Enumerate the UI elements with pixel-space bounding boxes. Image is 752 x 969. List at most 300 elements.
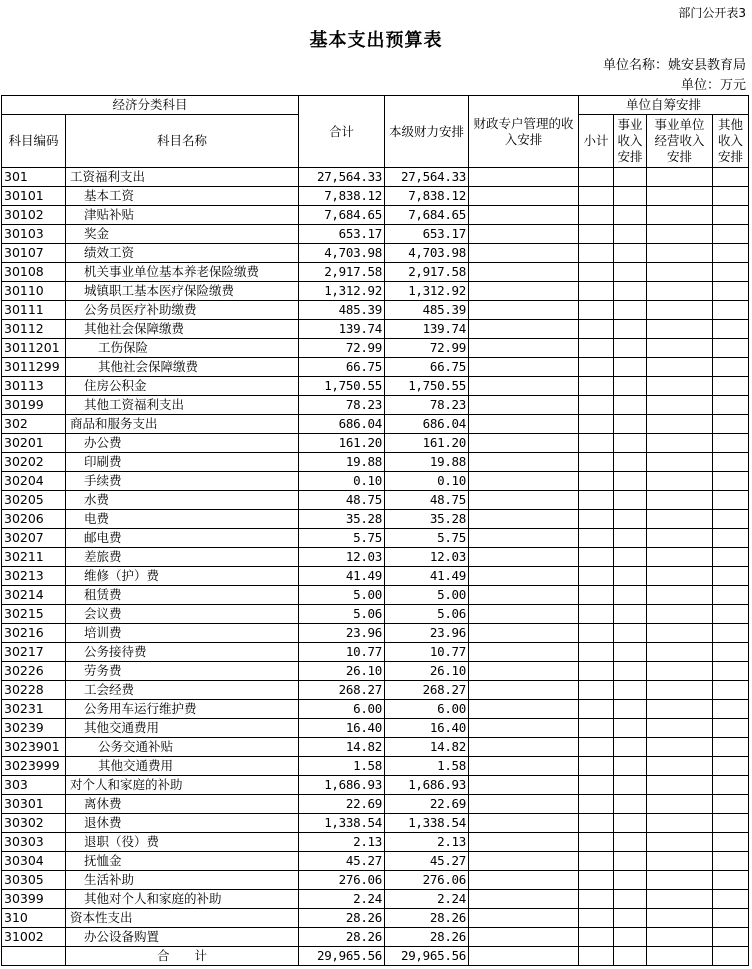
row-business-income [647, 434, 713, 453]
row-other-income [713, 795, 749, 814]
row-code: 301 [2, 168, 66, 187]
row-special [469, 795, 579, 814]
row-business-income [647, 225, 713, 244]
row-special [469, 928, 579, 947]
row-cause-income [614, 795, 647, 814]
row-total: 5.00 [299, 586, 385, 605]
row-subtotal [579, 301, 614, 320]
row-other-income [713, 187, 749, 206]
row-fiscal: 1,750.55 [385, 377, 469, 396]
row-subtotal [579, 263, 614, 282]
row-total: 268.27 [299, 681, 385, 700]
row-code: 30399 [2, 890, 66, 909]
row-other-income [713, 472, 749, 491]
row-name: 住房公积金 [66, 377, 299, 396]
row-total: 1,750.55 [299, 377, 385, 396]
table-row [2, 719, 749, 738]
row-fiscal: 7,684.65 [385, 206, 469, 225]
row-fiscal: 5.75 [385, 529, 469, 548]
row-special [469, 757, 579, 776]
row-code: 30103 [2, 225, 66, 244]
row-cause-income [614, 358, 647, 377]
row-name: 绩效工资 [66, 244, 299, 263]
row-subtotal [579, 472, 614, 491]
row-cause-income [614, 814, 647, 833]
row-business-income [647, 681, 713, 700]
row-cause-income [614, 168, 647, 187]
row-code: 3011201 [2, 339, 66, 358]
row-subtotal [579, 738, 614, 757]
row-other-income [713, 909, 749, 928]
row-cause-income [614, 605, 647, 624]
row-special [469, 453, 579, 472]
row-cause-income [614, 282, 647, 301]
row-cause-income [614, 681, 647, 700]
row-cause-income [614, 700, 647, 719]
row-business-income [647, 187, 713, 206]
table-row [2, 624, 749, 643]
row-subtotal [579, 320, 614, 339]
row-total: 23.96 [299, 624, 385, 643]
row-business-income [647, 358, 713, 377]
row-business-income [647, 567, 713, 586]
other-income-header: 其他收入安排 [713, 115, 749, 168]
row-code: 30213 [2, 567, 66, 586]
row-other-income [713, 225, 749, 244]
row-total: 1,312.92 [299, 282, 385, 301]
row-name: 其他社会保障缴费 [66, 358, 299, 377]
total-empty [579, 947, 614, 966]
row-business-income [647, 339, 713, 358]
row-fiscal: 161.20 [385, 434, 469, 453]
row-special [469, 301, 579, 320]
row-other-income [713, 358, 749, 377]
row-business-income [647, 719, 713, 738]
row-fiscal: 2,917.58 [385, 263, 469, 282]
row-cause-income [614, 548, 647, 567]
row-fiscal: 27,564.33 [385, 168, 469, 187]
row-special [469, 244, 579, 263]
row-cause-income [614, 871, 647, 890]
row-subtotal [579, 757, 614, 776]
row-other-income [713, 320, 749, 339]
row-cause-income [614, 510, 647, 529]
table-row [2, 282, 749, 301]
row-cause-income [614, 776, 647, 795]
table-row [2, 415, 749, 434]
special-account-header: 财政专户管理的收入安排 [469, 96, 579, 168]
table-row [2, 320, 749, 339]
row-total: 161.20 [299, 434, 385, 453]
row-business-income [647, 244, 713, 263]
row-code: 30301 [2, 795, 66, 814]
row-total: 0.10 [299, 472, 385, 491]
row-fiscal: 4,703.98 [385, 244, 469, 263]
row-code: 30110 [2, 282, 66, 301]
row-other-income [713, 833, 749, 852]
row-name: 公务接待费 [66, 643, 299, 662]
row-name: 对个人和家庭的补助 [66, 776, 299, 795]
row-subtotal [579, 339, 614, 358]
row-name: 差旅费 [66, 548, 299, 567]
row-special [469, 643, 579, 662]
table-row [2, 377, 749, 396]
row-fiscal: 1,338.54 [385, 814, 469, 833]
row-other-income [713, 662, 749, 681]
row-code: 30112 [2, 320, 66, 339]
row-total: 48.75 [299, 491, 385, 510]
table-row [2, 662, 749, 681]
row-total: 5.75 [299, 529, 385, 548]
row-other-income [713, 605, 749, 624]
row-total: 35.28 [299, 510, 385, 529]
row-total: 1.58 [299, 757, 385, 776]
table-row [2, 586, 749, 605]
row-other-income [713, 206, 749, 225]
row-total: 2.13 [299, 833, 385, 852]
row-name: 维修（护）费 [66, 567, 299, 586]
row-business-income [647, 700, 713, 719]
row-code: 30217 [2, 643, 66, 662]
row-name: 其他社会保障缴费 [66, 320, 299, 339]
row-special [469, 510, 579, 529]
row-other-income [713, 168, 749, 187]
row-code: 30204 [2, 472, 66, 491]
row-business-income [647, 472, 713, 491]
row-total: 485.39 [299, 301, 385, 320]
row-special [469, 871, 579, 890]
row-name: 公务用车运行维护费 [66, 700, 299, 719]
row-fiscal: 16.40 [385, 719, 469, 738]
row-subtotal [579, 434, 614, 453]
row-special [469, 282, 579, 301]
row-special [469, 814, 579, 833]
total-row [2, 947, 749, 966]
row-total: 28.26 [299, 928, 385, 947]
row-fiscal: 10.77 [385, 643, 469, 662]
row-business-income [647, 890, 713, 909]
row-other-income [713, 434, 749, 453]
page-title: 基本支出预算表 [309, 30, 443, 51]
row-fiscal: 485.39 [385, 301, 469, 320]
row-cause-income [614, 187, 647, 206]
row-other-income [713, 586, 749, 605]
total-code [2, 947, 66, 966]
row-subtotal [579, 187, 614, 206]
row-code: 30108 [2, 263, 66, 282]
row-special [469, 605, 579, 624]
row-name: 其他交通费用 [66, 757, 299, 776]
row-fiscal: 139.74 [385, 320, 469, 339]
row-fiscal: 5.06 [385, 605, 469, 624]
row-business-income [647, 662, 713, 681]
table-row [2, 567, 749, 586]
row-subtotal [579, 909, 614, 928]
row-cause-income [614, 586, 647, 605]
row-cause-income [614, 491, 647, 510]
row-total: 26.10 [299, 662, 385, 681]
fiscal-header: 本级财力安排 [385, 96, 469, 168]
row-other-income [713, 776, 749, 795]
row-special [469, 738, 579, 757]
row-cause-income [614, 643, 647, 662]
table-row [2, 795, 749, 814]
row-other-income [713, 301, 749, 320]
table-row [2, 206, 749, 225]
row-cause-income [614, 472, 647, 491]
row-name: 机关事业单位基本养老保险缴费 [66, 263, 299, 282]
row-code: 31002 [2, 928, 66, 947]
row-name: 津贴补贴 [66, 206, 299, 225]
row-business-income [647, 624, 713, 643]
row-code: 30214 [2, 586, 66, 605]
row-business-income [647, 757, 713, 776]
row-total: 22.69 [299, 795, 385, 814]
row-fiscal: 1,312.92 [385, 282, 469, 301]
row-fiscal: 45.27 [385, 852, 469, 871]
row-total: 2.24 [299, 890, 385, 909]
row-fiscal: 48.75 [385, 491, 469, 510]
row-subtotal [579, 776, 614, 795]
row-business-income [647, 833, 713, 852]
row-subtotal [579, 358, 614, 377]
row-other-income [713, 871, 749, 890]
table-row [2, 833, 749, 852]
row-total: 27,564.33 [299, 168, 385, 187]
row-total: 19.88 [299, 453, 385, 472]
row-subtotal [579, 624, 614, 643]
econ-class-header: 经济分类科目 [2, 96, 299, 115]
table-row [2, 738, 749, 757]
row-code: 303 [2, 776, 66, 795]
table-row [2, 510, 749, 529]
row-other-income [713, 377, 749, 396]
table-row [2, 529, 749, 548]
row-special [469, 890, 579, 909]
row-business-income [647, 491, 713, 510]
row-fiscal: 276.06 [385, 871, 469, 890]
row-name: 工伤保险 [66, 339, 299, 358]
row-subtotal [579, 491, 614, 510]
row-special [469, 415, 579, 434]
code-header: 科目编码 [2, 115, 66, 168]
row-total: 5.06 [299, 605, 385, 624]
row-special [469, 548, 579, 567]
row-cause-income [614, 453, 647, 472]
row-other-income [713, 852, 749, 871]
row-cause-income [614, 833, 647, 852]
row-subtotal [579, 719, 614, 738]
row-total: 276.06 [299, 871, 385, 890]
row-special [469, 187, 579, 206]
row-special [469, 320, 579, 339]
total-empty [614, 947, 647, 966]
row-code: 30107 [2, 244, 66, 263]
table-row [2, 301, 749, 320]
row-cause-income [614, 928, 647, 947]
row-fiscal: 14.82 [385, 738, 469, 757]
row-name: 奖金 [66, 225, 299, 244]
row-name: 邮电费 [66, 529, 299, 548]
row-total: 14.82 [299, 738, 385, 757]
row-cause-income [614, 377, 647, 396]
row-total: 66.75 [299, 358, 385, 377]
row-fiscal: 28.26 [385, 928, 469, 947]
row-code: 30101 [2, 187, 66, 206]
unit-label: 单位：万元 [680, 78, 746, 93]
row-name: 其他工资福利支出 [66, 396, 299, 415]
budget-table [1, 95, 749, 966]
row-business-income [647, 852, 713, 871]
total-empty [713, 947, 749, 966]
row-code: 30228 [2, 681, 66, 700]
row-code: 310 [2, 909, 66, 928]
row-code: 30302 [2, 814, 66, 833]
row-special [469, 491, 579, 510]
row-special [469, 377, 579, 396]
row-subtotal [579, 662, 614, 681]
row-total: 1,338.54 [299, 814, 385, 833]
row-total: 72.99 [299, 339, 385, 358]
table-row [2, 396, 749, 415]
row-other-income [713, 491, 749, 510]
row-total: 10.77 [299, 643, 385, 662]
row-business-income [647, 814, 713, 833]
row-special [469, 472, 579, 491]
row-business-income [647, 529, 713, 548]
row-special [469, 168, 579, 187]
table-row [2, 890, 749, 909]
row-special [469, 396, 579, 415]
row-business-income [647, 795, 713, 814]
table-row [2, 225, 749, 244]
row-name: 离休费 [66, 795, 299, 814]
row-code: 30201 [2, 434, 66, 453]
row-fiscal: 5.00 [385, 586, 469, 605]
row-fiscal: 22.69 [385, 795, 469, 814]
row-other-income [713, 244, 749, 263]
row-business-income [647, 909, 713, 928]
row-special [469, 358, 579, 377]
row-name: 基本工资 [66, 187, 299, 206]
row-other-income [713, 415, 749, 434]
row-fiscal: 686.04 [385, 415, 469, 434]
row-name: 公务交通补贴 [66, 738, 299, 757]
row-code: 30305 [2, 871, 66, 890]
subtotal-header: 小计 [579, 115, 614, 168]
row-subtotal [579, 586, 614, 605]
row-name: 抚恤金 [66, 852, 299, 871]
grand-total-fiscal: 29,965.56 [385, 947, 469, 966]
row-business-income [647, 586, 713, 605]
row-other-income [713, 738, 749, 757]
row-other-income [713, 928, 749, 947]
table-row [2, 187, 749, 206]
row-other-income [713, 643, 749, 662]
row-name: 生活补助 [66, 871, 299, 890]
row-special [469, 681, 579, 700]
row-code: 3023901 [2, 738, 66, 757]
row-total: 16.40 [299, 719, 385, 738]
row-subtotal [579, 206, 614, 225]
row-total: 4,703.98 [299, 244, 385, 263]
row-total: 6.00 [299, 700, 385, 719]
row-code: 30111 [2, 301, 66, 320]
table-row [2, 168, 749, 187]
form-number: 部门公开表3 [678, 6, 746, 20]
row-cause-income [614, 434, 647, 453]
row-total: 653.17 [299, 225, 385, 244]
row-business-income [647, 168, 713, 187]
row-name: 培训费 [66, 624, 299, 643]
cause-income-header: 事业收入安排 [614, 115, 647, 168]
row-code: 30205 [2, 491, 66, 510]
row-name: 资本性支出 [66, 909, 299, 928]
table-row [2, 681, 749, 700]
row-subtotal [579, 510, 614, 529]
row-code: 30211 [2, 548, 66, 567]
row-business-income [647, 453, 713, 472]
row-cause-income [614, 662, 647, 681]
table-row [2, 928, 749, 947]
row-cause-income [614, 529, 647, 548]
table-row [2, 453, 749, 472]
row-special [469, 263, 579, 282]
row-cause-income [614, 415, 647, 434]
row-code: 3011299 [2, 358, 66, 377]
row-subtotal [579, 415, 614, 434]
row-business-income [647, 206, 713, 225]
row-other-income [713, 339, 749, 358]
row-other-income [713, 567, 749, 586]
row-subtotal [579, 814, 614, 833]
row-name: 劳务费 [66, 662, 299, 681]
row-cause-income [614, 852, 647, 871]
row-business-income [647, 396, 713, 415]
row-total: 7,838.12 [299, 187, 385, 206]
row-other-income [713, 263, 749, 282]
row-cause-income [614, 909, 647, 928]
row-business-income [647, 738, 713, 757]
table-row [2, 548, 749, 567]
row-total: 7,684.65 [299, 206, 385, 225]
row-fiscal: 35.28 [385, 510, 469, 529]
row-subtotal [579, 928, 614, 947]
business-income-header: 事业单位经营收入安排 [647, 115, 713, 168]
row-fiscal: 1.58 [385, 757, 469, 776]
row-special [469, 339, 579, 358]
total-header: 合计 [299, 96, 385, 168]
name-header: 科目名称 [66, 115, 299, 168]
row-code: 30215 [2, 605, 66, 624]
row-total: 12.03 [299, 548, 385, 567]
row-special [469, 909, 579, 928]
row-code: 30102 [2, 206, 66, 225]
row-special [469, 225, 579, 244]
row-other-income [713, 700, 749, 719]
row-cause-income [614, 396, 647, 415]
row-code: 302 [2, 415, 66, 434]
row-other-income [713, 510, 749, 529]
row-special [469, 719, 579, 738]
row-code: 30303 [2, 833, 66, 852]
row-code: 3023999 [2, 757, 66, 776]
row-other-income [713, 453, 749, 472]
table-row [2, 472, 749, 491]
row-code: 30304 [2, 852, 66, 871]
row-name: 水费 [66, 491, 299, 510]
row-code: 30207 [2, 529, 66, 548]
